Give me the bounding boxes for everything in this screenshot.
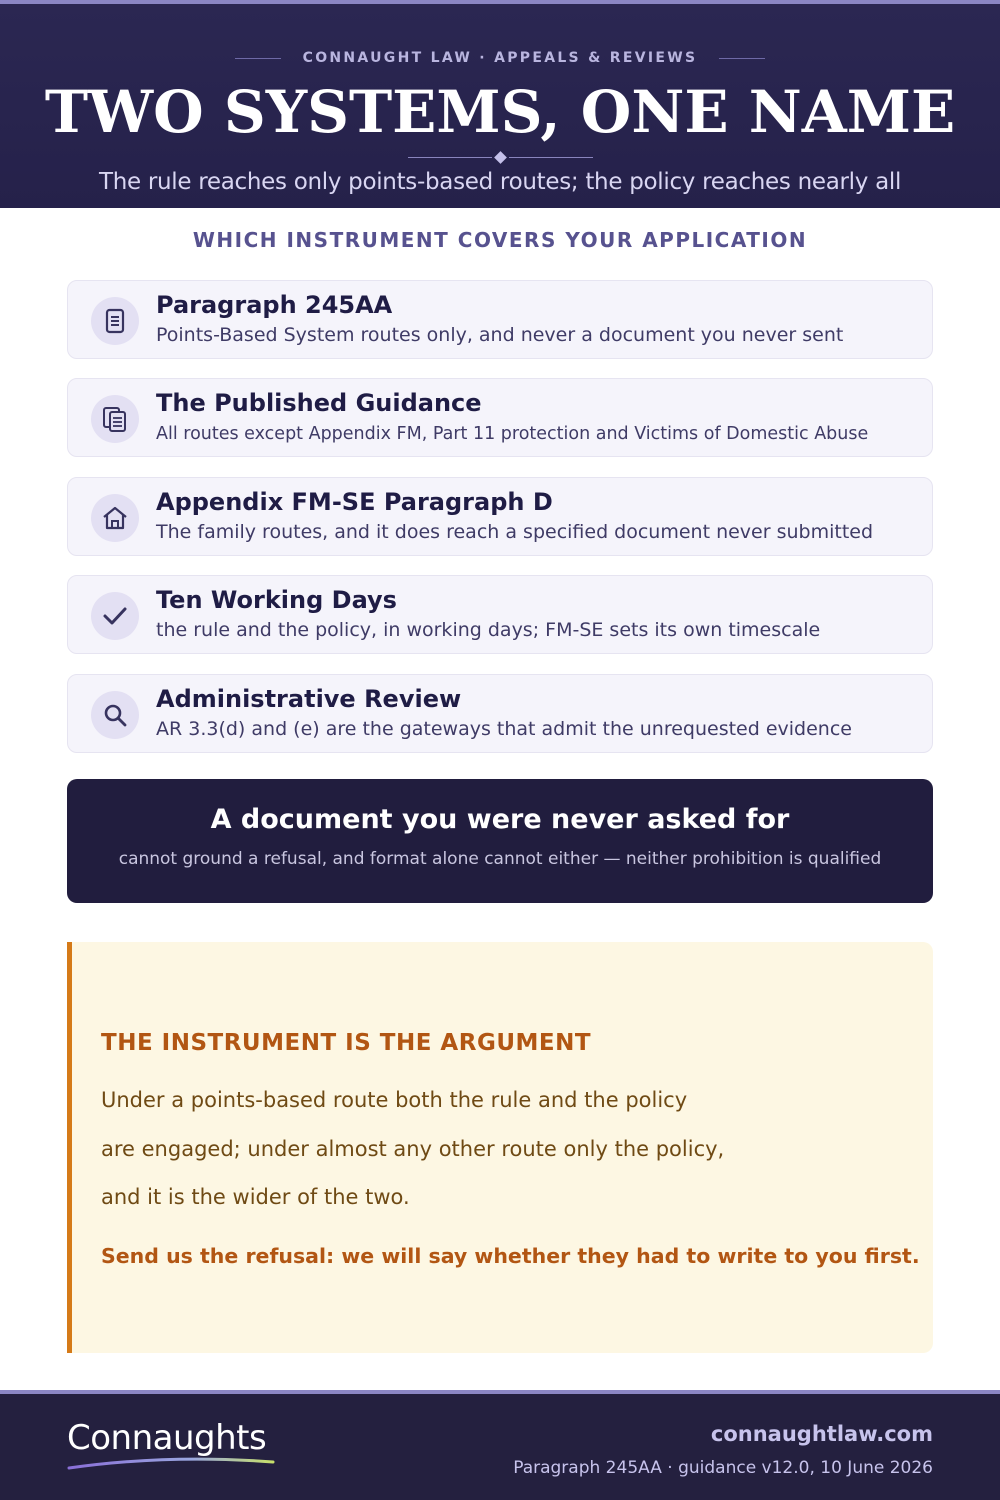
card-description: the rule and the policy, in working days; FM-SE sets its own timescale — [156, 619, 821, 641]
website-link[interactable]: connaughtlaw.com — [710, 1422, 933, 1446]
checkmark-icon — [91, 592, 139, 640]
card-ten-working-days — [67, 575, 933, 654]
search-icon — [91, 691, 139, 739]
card-administrative-review — [67, 674, 933, 753]
argument-cta: Send us the refusal: we will say whether they had to write to you first. — [101, 1244, 920, 1268]
argument-line: and it is the wider of the two. — [101, 1185, 410, 1209]
page-subtitle: The rule reaches only points-based routes; the policy reaches nearly all — [98, 169, 902, 195]
logo-swoosh-icon — [67, 1456, 277, 1472]
argument-line: Under a points-based route both the rule and the policy — [101, 1088, 688, 1112]
argument-line: are engaged; under almost any other route only the policy, — [101, 1137, 725, 1161]
section-heading: WHICH INSTRUMENT COVERS YOUR APPLICATION — [192, 228, 808, 252]
kicker-rule-left — [235, 58, 281, 59]
card-description: AR 3.3(d) and (e) are the gateways that admit the unrequested evidence — [156, 718, 852, 740]
version-note: Paragraph 245AA · guidance v12.0, 10 June 2026 — [513, 1458, 933, 1478]
card-title: Ten Working Days — [156, 586, 397, 614]
card-description: The family routes, and it does reach a specified document never submitted — [156, 521, 874, 543]
kicker-row — [0, 50, 1000, 66]
callout-box — [67, 779, 933, 903]
connaughts-logo — [67, 1418, 266, 1458]
card-description: All routes except Appendix FM, Part 11 protection and Victims of Domestic Abuse — [156, 424, 869, 444]
divider-line-right — [509, 157, 593, 158]
card-paragraph-245aa — [67, 280, 933, 359]
argument-heading: THE INSTRUMENT IS THE ARGUMENT — [101, 1030, 592, 1056]
divider-line-left — [408, 157, 492, 158]
footer — [0, 1390, 1000, 1500]
document-icon — [91, 297, 139, 345]
card-published-guidance — [67, 378, 933, 457]
card-title: Administrative Review — [156, 685, 462, 713]
card-title: Paragraph 245AA — [156, 291, 393, 319]
callout-title: A document you were never asked for — [210, 804, 790, 835]
card-title: Appendix FM-SE Paragraph D — [156, 488, 553, 516]
callout-text: cannot ground a refusal, and format alone cannot either — neither prohibition is qualified — [118, 849, 882, 869]
card-appendix-fm-se — [67, 477, 933, 556]
kicker-text: CONNAUGHT LAW · APPEALS & REVIEWS — [302, 50, 698, 66]
divider-diamond-icon — [494, 151, 507, 164]
title-divider — [0, 153, 1000, 162]
argument-box — [67, 942, 933, 1353]
card-title: The Published Guidance — [156, 389, 482, 417]
logo-text: Connaughts — [67, 1418, 267, 1458]
kicker-rule-right — [719, 58, 765, 59]
page-title: TWO SYSTEMS, ONE NAME — [44, 78, 956, 146]
header-banner — [0, 0, 1000, 208]
documents-stack-icon — [91, 395, 139, 443]
home-icon — [91, 494, 139, 542]
card-description: Points-Based System routes only, and never a document you never sent — [156, 324, 844, 346]
